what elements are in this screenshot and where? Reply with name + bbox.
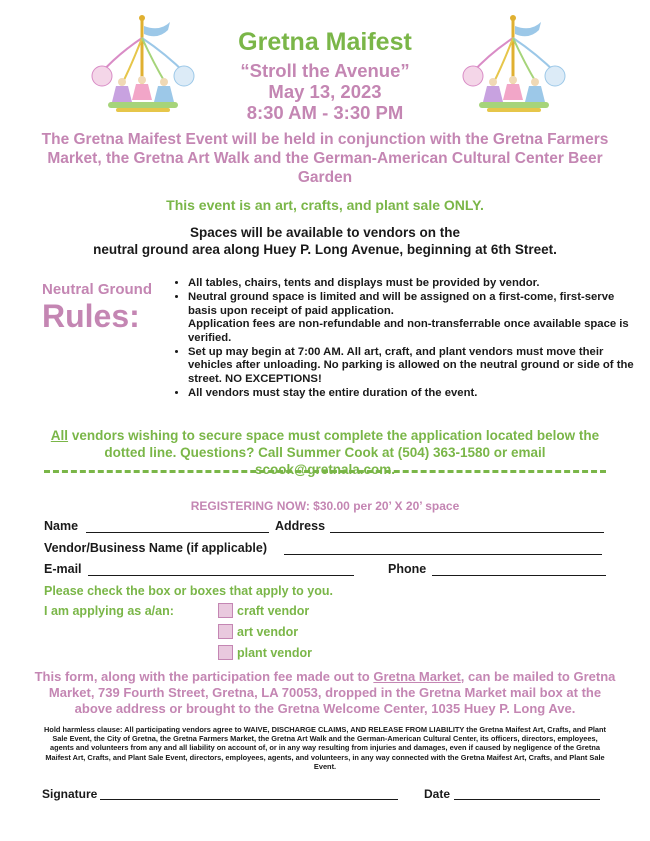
spaces-notice	[0, 224, 650, 258]
rule-item: • Neutral ground space is limited and will be assigned on a first-come, first-serve basis upon receipt of paid application. Application fees are non-refundable and non-transferrable once available space is verified.	[188, 291, 643, 345]
phone-field[interactable]	[432, 575, 606, 576]
date-label: Date	[424, 787, 451, 801]
rule-item: • All vendors must stay the entire duration of the event.	[188, 387, 643, 400]
signature-label: Signature	[42, 787, 98, 801]
email-label: E-mail	[44, 562, 82, 576]
name-label: Name	[44, 519, 79, 533]
spaces-line-2: neutral ground area along Huey P. Long Avenue, beginning at 6th Street.	[93, 242, 557, 257]
phone-label: Phone	[388, 562, 427, 576]
date-field[interactable]	[454, 799, 600, 800]
business-name-field[interactable]	[284, 554, 602, 555]
applying-label: I am applying as a/an:	[44, 604, 174, 618]
contact-email: scook@gretnala.com.	[255, 462, 395, 477]
rules-list	[163, 277, 643, 402]
intro-text: The Gretna Maifest Event will be held in conjunction with the Gretna Farmers Market, the Gretna Art Walk and the German-American Cultural Center Beer Garden	[41, 131, 609, 186]
business-name-label: Vendor/Business Name (if applicable)	[44, 541, 267, 555]
event-time: 8:30 AM - 3:30 PM	[246, 102, 404, 123]
address-label: Address	[275, 519, 326, 533]
hold-harmless-clause: Hold harmless clause: All participating vendors agree to WAIVE, DISCHARGE CLAIMS, AND RELEASE FROM LIABILITY the Gretna Maifest Art, Crafts, and Plant Sale Event, the City of Gretna, the Gretna Farmers Market, the Gretna Art Walk and the German-American Cultural Center, its officers, directors, employees, agents and volunteers from any and all liability on account of, or in any way resulting from injuries and damages, even if caused by negligence of the Gretna Maifest Art, Crafts, and Plant Sale Event, directors, employees, agents, and volunteers, in any way connected with the Gretna Maifest Art, Crafts, and Plant Sale Event.	[43, 725, 607, 771]
email-field[interactable]	[88, 575, 354, 576]
event-title: Gretna Maifest	[238, 28, 412, 56]
craft-vendor-label: craft vendor	[237, 604, 310, 618]
mailing-instructions: This form, along with the participation fee made out to Gretna Market, can be mailed to Gretna Market, 739 Fourth Street, Gretna, LA 70053, dropped in the Gretna Market mail box at the above address or brought to the Gretna Welcome Center, 1035 Huey P. Long Ave.	[34, 669, 616, 716]
gretna-market-underlined: Gretna Market	[373, 669, 461, 684]
rules-heading: Rules:	[42, 298, 140, 334]
event-date: May 13, 2023	[268, 81, 382, 102]
check-prompt: Please check the box or boxes that apply to you.	[44, 584, 333, 598]
application-note: All vendors wishing to secure space must complete the application located below the dotted line. Questions? Call Summer Cook at (504) 363-1580 or email scook@gretnala.com.	[0, 427, 650, 478]
cut-line-divider	[44, 470, 606, 473]
rule-item: • Set up may begin at 7:00 AM. All art, craft, and plant vendors must move their vehicles after unloading. No parking is allowed on the neutral ground or side of the street. NO EXCEPTIONS!	[188, 346, 643, 386]
neutral-ground-label: Neutral Ground	[42, 281, 153, 298]
rule-item: • All tables, chairs, tents and displays must be provided by vendor.	[188, 277, 643, 290]
art-vendor-checkbox[interactable]	[218, 624, 233, 639]
plant-vendor-checkbox[interactable]	[218, 645, 233, 660]
event-notice: This event is an art, crafts, and plant sale ONLY.	[166, 197, 484, 213]
art-vendor-label: art vendor	[237, 625, 299, 639]
signature-field[interactable]	[100, 799, 398, 800]
event-tagline: “Stroll the Avenue”	[240, 60, 410, 81]
spaces-line-1: Spaces will be available to vendors on the	[189, 225, 461, 240]
address-field[interactable]	[330, 532, 604, 533]
all-underlined: All	[50, 428, 69, 443]
craft-vendor-checkbox[interactable]	[218, 603, 233, 618]
plant-vendor-label: plant vendor	[237, 646, 313, 660]
registration-fee: REGISTERING NOW: $30.00 per 20’ X 20’ space	[190, 499, 460, 513]
name-field[interactable]	[86, 532, 269, 533]
